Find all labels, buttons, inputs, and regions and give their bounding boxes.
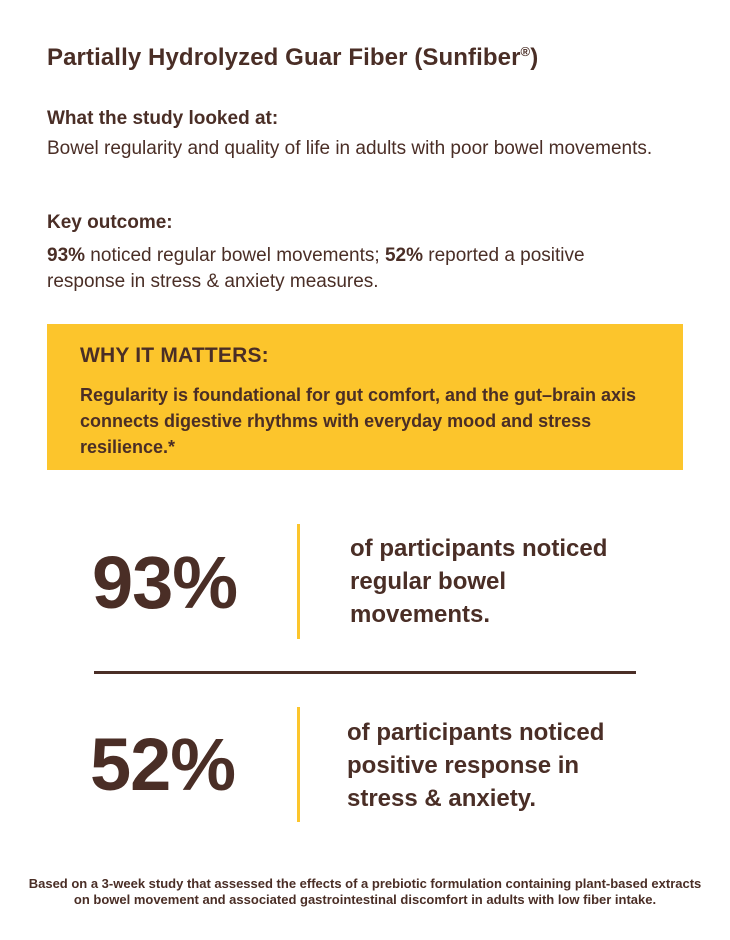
study-label: What the study looked at: [47, 108, 279, 129]
stat-divider-bar [297, 524, 300, 639]
study-text: Bowel regularity and quality of life in adults with poor bowel movements. [47, 138, 653, 159]
outcome-stat-52: 52% [384, 245, 423, 266]
why-it-matters-callout [47, 324, 683, 470]
outcome-text-part1: noticed regular bowel movements; [85, 245, 385, 266]
outcome-label: Key outcome: [47, 212, 173, 233]
stat-value: 93% [92, 541, 238, 624]
stat-value: 52% [90, 723, 236, 806]
page-title [47, 44, 538, 72]
outcome-text [47, 243, 667, 295]
callout-heading: WHY IT MATTERS: [80, 344, 269, 367]
registered-mark: ® [520, 44, 531, 59]
title-close: ) [530, 44, 539, 71]
stat-description: of participants noticed positive response in stress & anxiety. [347, 719, 605, 812]
outcome-text-part2: reported a positive response in stress & anxiety measures. [47, 245, 585, 292]
title-text: Partially Hydrolyzed Guar Fiber (Sunfiber [47, 44, 521, 71]
callout-text: Regularity is foundational for gut comfort, and the gut–brain axis connects digestive rhythms with everyday mood and stress resilience.* [80, 385, 637, 457]
outcome-stat-93: 93% [47, 245, 86, 266]
stat-divider-bar [297, 707, 300, 822]
study-footnote: Based on a 3-week study that assessed the effects of a prebiotic formulation containing plant-based extracts on bowel movement and associated gastrointestinal discomfort in adults with low fiber intake. [28, 876, 702, 907]
section-divider [94, 671, 636, 674]
stat-description: of participants noticed regular bowel movements. [350, 535, 608, 628]
